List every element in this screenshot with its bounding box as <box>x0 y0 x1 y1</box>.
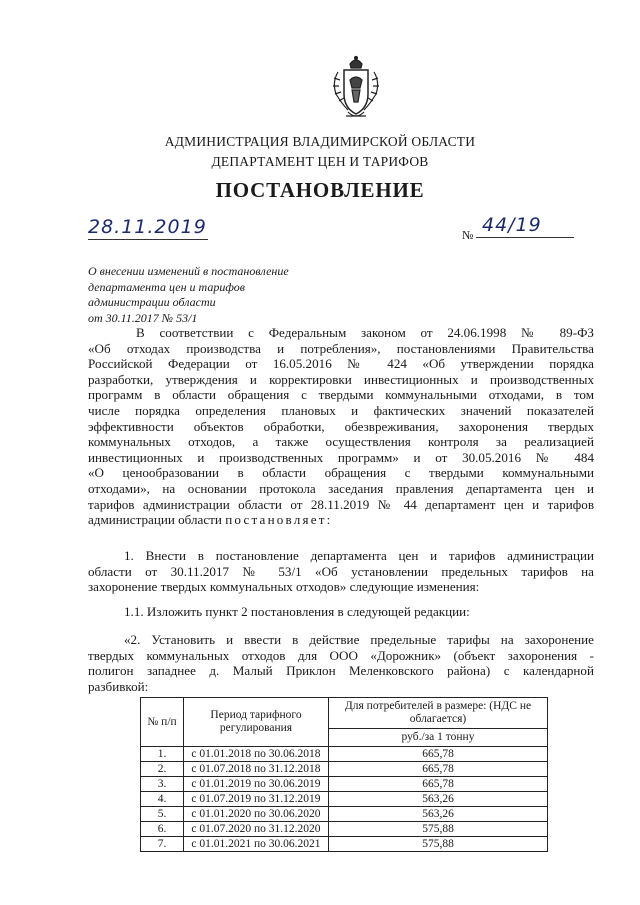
row-period: с 01.01.2020 по 30.06.2020 <box>184 807 329 822</box>
text-fragment: администрации области <box>88 512 222 528</box>
document-date: 28.11.2019 <box>88 216 207 238</box>
row-number: 5. <box>141 807 184 822</box>
text-line: эффективности объектов обработки, обезвреживания, захоронения твердых <box>88 418 594 434</box>
table-row <box>141 837 548 852</box>
text-line: твердых коммунальных отходов для ООО «Дорожник» (объект захоронения - <box>88 647 594 663</box>
org-name-line2: ДЕПАРТАМЕНТ ЦЕН И ТАРИФОВ <box>211 154 429 169</box>
tariff-table <box>140 697 548 852</box>
row-value: 575,88 <box>329 837 548 852</box>
text-line: программ в области обращения с твердыми коммунальными отходами, в том <box>88 387 594 403</box>
text-line: разработки, утверждения и корректировки инвестиционных и производственных <box>88 371 594 387</box>
table-row <box>141 762 548 777</box>
row-number: 1. <box>141 747 184 762</box>
text-line: В соответствии с Федеральным законом от 24.06.1998 № 89-ФЗ <box>136 325 594 340</box>
text-line: области от 30.11.2017 № 53/1 «Об установлении предельных тарифов на <box>88 563 594 579</box>
text-line: коммунальных отходов, а также осуществления контроля за реализацией <box>88 434 594 450</box>
row-period: с 01.01.2019 по 30.06.2019 <box>184 777 329 792</box>
row-value: 665,78 <box>329 762 548 777</box>
paragraph-item-1 <box>88 548 594 595</box>
text-line: «2. Установить и ввести в действие предельные тарифы на захоронение <box>124 632 594 647</box>
table-row <box>141 822 548 837</box>
document-title: ПОСТАНОВЛЕНИЕ <box>215 178 425 202</box>
paragraph-preamble <box>88 325 594 528</box>
text-line: разбивкой: <box>88 678 149 694</box>
text-line: «Об отходах производства и потребления», постановлениями Правительства <box>88 340 594 356</box>
text-line: Российской Федерации от 16.05.2016 № 424 «Об утверждении порядка <box>88 356 594 372</box>
row-period: с 01.07.2018 по 31.12.2018 <box>184 762 329 777</box>
row-period: с 01.07.2020 по 31.12.2020 <box>184 822 329 837</box>
table-row <box>141 777 548 792</box>
subject-line: администрации области <box>88 295 216 309</box>
header-number: № п/п <box>141 698 184 747</box>
decree-keyword: постановляет: <box>225 512 333 528</box>
row-period: с 01.01.2021 по 30.06.2021 <box>184 837 329 852</box>
text-line: захоронение твердых коммунальных отходов» следующие изменения: <box>88 579 480 595</box>
text-line: полигон западнее д. Малый Приклон Меленковского района) с календарной <box>88 663 594 679</box>
document-subject <box>88 264 328 326</box>
subject-line: О внесении изменений в постановление <box>88 264 289 278</box>
number-label: № <box>462 228 474 242</box>
text-line <box>88 512 594 528</box>
row-value: 575,88 <box>329 822 548 837</box>
row-period: с 01.01.2018 по 30.06.2018 <box>184 747 329 762</box>
header-consumers: Для потребителей в размере: (НДС не облагается) <box>329 698 548 729</box>
row-number: 6. <box>141 822 184 837</box>
text-line: «О ценообразовании в области обращения с твердыми коммунальными <box>88 465 594 481</box>
table-row <box>141 807 548 822</box>
org-name-line1: АДМИНИСТРАЦИЯ ВЛАДИМИРСКОЙ ОБЛАСТИ <box>164 134 476 149</box>
row-value: 665,78 <box>329 747 548 762</box>
document-number: 44/19 <box>476 214 574 238</box>
row-value: 563,26 <box>329 807 548 822</box>
row-number: 7. <box>141 837 184 852</box>
text-line: 1. Внести в постановление департамента цен и тарифов администрации <box>124 548 594 563</box>
row-number: 3. <box>141 777 184 792</box>
header-unit: руб./за 1 тонну <box>329 729 548 747</box>
text-line: инвестиционных и производственных программ» и от 30.05.2016 № 484 <box>88 449 594 465</box>
row-period: с 01.07.2019 по 31.12.2019 <box>184 792 329 807</box>
subject-line: департамента цен и тарифов <box>88 279 245 294</box>
row-value: 665,78 <box>329 777 548 792</box>
paragraph-item-2 <box>88 632 594 694</box>
table-row <box>141 792 548 807</box>
table-row <box>141 747 548 762</box>
header-period: Период тарифного регулирования <box>184 698 329 747</box>
coat-of-arms-emblem <box>328 54 384 124</box>
text-line: тарифов администрации области от 28.11.2019 № 44 департамент цен и тарифов <box>88 496 594 512</box>
text-line: 1.1. Изложить пункт 2 постановления в следующей редакции: <box>124 604 470 619</box>
text-line: числе порядка определения плановых и фактических значений показателей <box>88 402 594 418</box>
row-number: 2. <box>141 762 184 777</box>
row-number: 4. <box>141 792 184 807</box>
paragraph-item-1-1 <box>88 604 594 620</box>
row-value: 563,26 <box>329 792 548 807</box>
text-line: отходами», на основании протокола заседания правления департамента цен и <box>88 480 594 496</box>
subject-line: от 30.11.2017 № 53/1 <box>88 310 198 325</box>
